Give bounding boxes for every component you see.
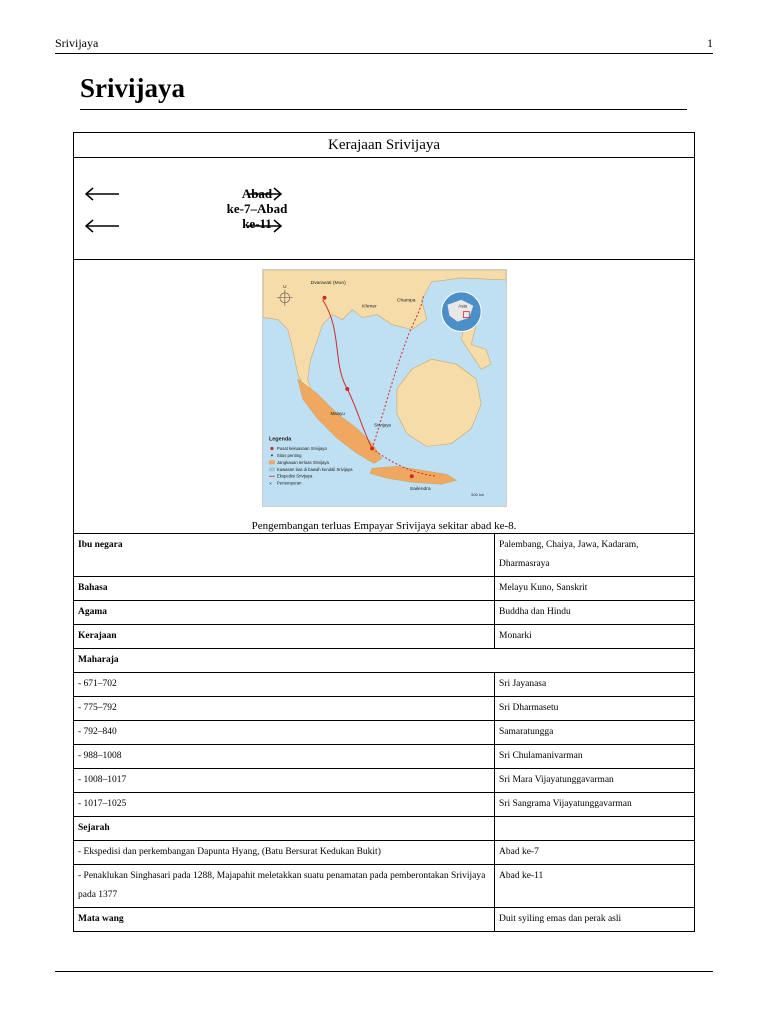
infobox-row — [74, 841, 695, 865]
infobox-row — [74, 745, 695, 769]
map-label-dvaravati: Dvaravati (Mon) — [310, 280, 346, 286]
map-label-khmer: Khmer — [361, 304, 377, 310]
infobox-row-label: Mata wang — [74, 908, 495, 932]
next-state-arrow-icon[interactable] — [247, 219, 283, 233]
infobox-row-label: Bahasa — [74, 577, 495, 601]
period-line: ke-7–Abad — [226, 201, 288, 216]
period-line: Abad — [241, 186, 273, 201]
infobox-row-label: Maharaja — [74, 649, 695, 673]
infobox-row — [74, 865, 695, 908]
svg-text:×: × — [268, 482, 272, 488]
infobox-row — [74, 577, 695, 601]
infobox-row-value: Samaratungga — [495, 721, 695, 745]
infobox-row-value: Sri Sangrama Vijayatunggavarman — [495, 793, 695, 817]
map-label-malay: Malayu — [329, 410, 345, 416]
succession-nav — [74, 158, 695, 260]
infobox-row-value: Abad ke-11 — [495, 865, 695, 908]
infobox-row-label: - 988–1008 — [74, 745, 495, 769]
infobox-row-value: Palembang, Chaiya, Jawa, Kadaram, Dharmasraya — [495, 534, 695, 577]
map-power-center — [370, 447, 374, 451]
infobox-row-value: Monarki — [495, 625, 695, 649]
infobox-row-label: - 671–702 — [74, 673, 495, 697]
map-label-champa: Champa — [396, 298, 416, 304]
running-header — [55, 35, 713, 54]
map-cell — [74, 260, 695, 534]
map-caption: Pengembangan terluas Empayar Srivijaya sekitar abad ke-8. — [251, 520, 517, 532]
infobox-row-value: Sri Mara Vijayatunggavarman — [495, 769, 695, 793]
infobox-row — [74, 649, 695, 673]
infobox-row — [74, 817, 695, 841]
period-line: ke-11 — [242, 216, 272, 231]
infobox-row-label: - 1008–1017 — [74, 769, 495, 793]
next-state-arrow-icon[interactable] — [247, 187, 283, 201]
legend-item: Ekspedisi Srivijaya — [276, 473, 312, 479]
map-label-sailendra: Sailendra — [409, 487, 431, 493]
infobox-row-label: - Ekspedisi dan perkembangan Dapunta Hyang, (Batu Bersurat Kedukan Bukit) — [74, 841, 495, 865]
infobox-row — [74, 625, 695, 649]
inset-globe-icon — [441, 292, 481, 332]
infobox-row-label: Kerajaan — [74, 625, 495, 649]
infobox-row — [74, 721, 695, 745]
infobox-row-value: Sri Chulamanivarman — [495, 745, 695, 769]
map-power-center — [322, 296, 326, 300]
previous-state-arrow-icon[interactable] — [84, 219, 120, 233]
infobox — [73, 132, 695, 932]
infobox-row-label: - Penaklukan Singhasari pada 1288, Majapahit meletakkan suatu penamatan pada pemberontakan Srivijaya pada 1377 — [74, 865, 495, 908]
map-label-north: U — [282, 284, 287, 290]
infobox-row — [74, 697, 695, 721]
infobox-row-value: Buddha dan Hindu — [495, 601, 695, 625]
srivijaya-map[interactable] — [262, 269, 507, 507]
infobox-row-value: Sri Jayanasa — [495, 673, 695, 697]
previous-state-arrow-icon[interactable] — [84, 187, 120, 201]
infobox-row-label: - 775–792 — [74, 697, 495, 721]
infobox-caption: Kerajaan Srivijaya — [74, 133, 695, 158]
infobox-row-value: Sri Dharmasetu — [495, 697, 695, 721]
footer-divider — [55, 971, 713, 972]
infobox-row-label: Agama — [74, 601, 495, 625]
infobox-row — [74, 601, 695, 625]
map-label-asia: Asia — [457, 303, 467, 309]
running-title: Srivijaya — [55, 36, 99, 50]
page-number: 1 — [707, 36, 713, 50]
map-label-srivijaya: Srivijaya — [373, 422, 391, 428]
infobox-row — [74, 769, 695, 793]
title-divider — [80, 109, 687, 110]
legend-item: Jangkauan terluas Srivijaya — [276, 459, 329, 465]
map-scale: 500 km — [470, 492, 484, 498]
legend-item: Kawasan laut di bawah kendali Srivijaya — [276, 466, 353, 472]
legend-item: Pusat kekuasaan Srivijaya — [276, 445, 327, 451]
infobox-row-value: Duit syiling emas dan perak asli — [495, 908, 695, 932]
legend-item: Pertempuran — [276, 480, 301, 486]
map-power-center — [409, 474, 413, 478]
infobox-row-value: Abad ke-7 — [495, 841, 695, 865]
infobox-row — [74, 793, 695, 817]
infobox-row-label: Ibu negara — [74, 534, 495, 577]
infobox-row-value: Melayu Kuno, Sanskrit — [495, 577, 695, 601]
infobox-row-value — [495, 817, 695, 841]
infobox-row — [74, 534, 695, 577]
legend-item: Situs penting — [276, 452, 301, 458]
infobox-row-label: Sejarah — [74, 817, 495, 841]
map-legend-title: Legenda — [268, 436, 291, 443]
infobox-row — [74, 908, 695, 932]
infobox-row-label: - 1017–1025 — [74, 793, 495, 817]
map-power-center — [345, 387, 349, 391]
infobox-row — [74, 673, 695, 697]
page-title: Srivijaya — [80, 73, 185, 103]
infobox-row-label: - 792–840 — [74, 721, 495, 745]
